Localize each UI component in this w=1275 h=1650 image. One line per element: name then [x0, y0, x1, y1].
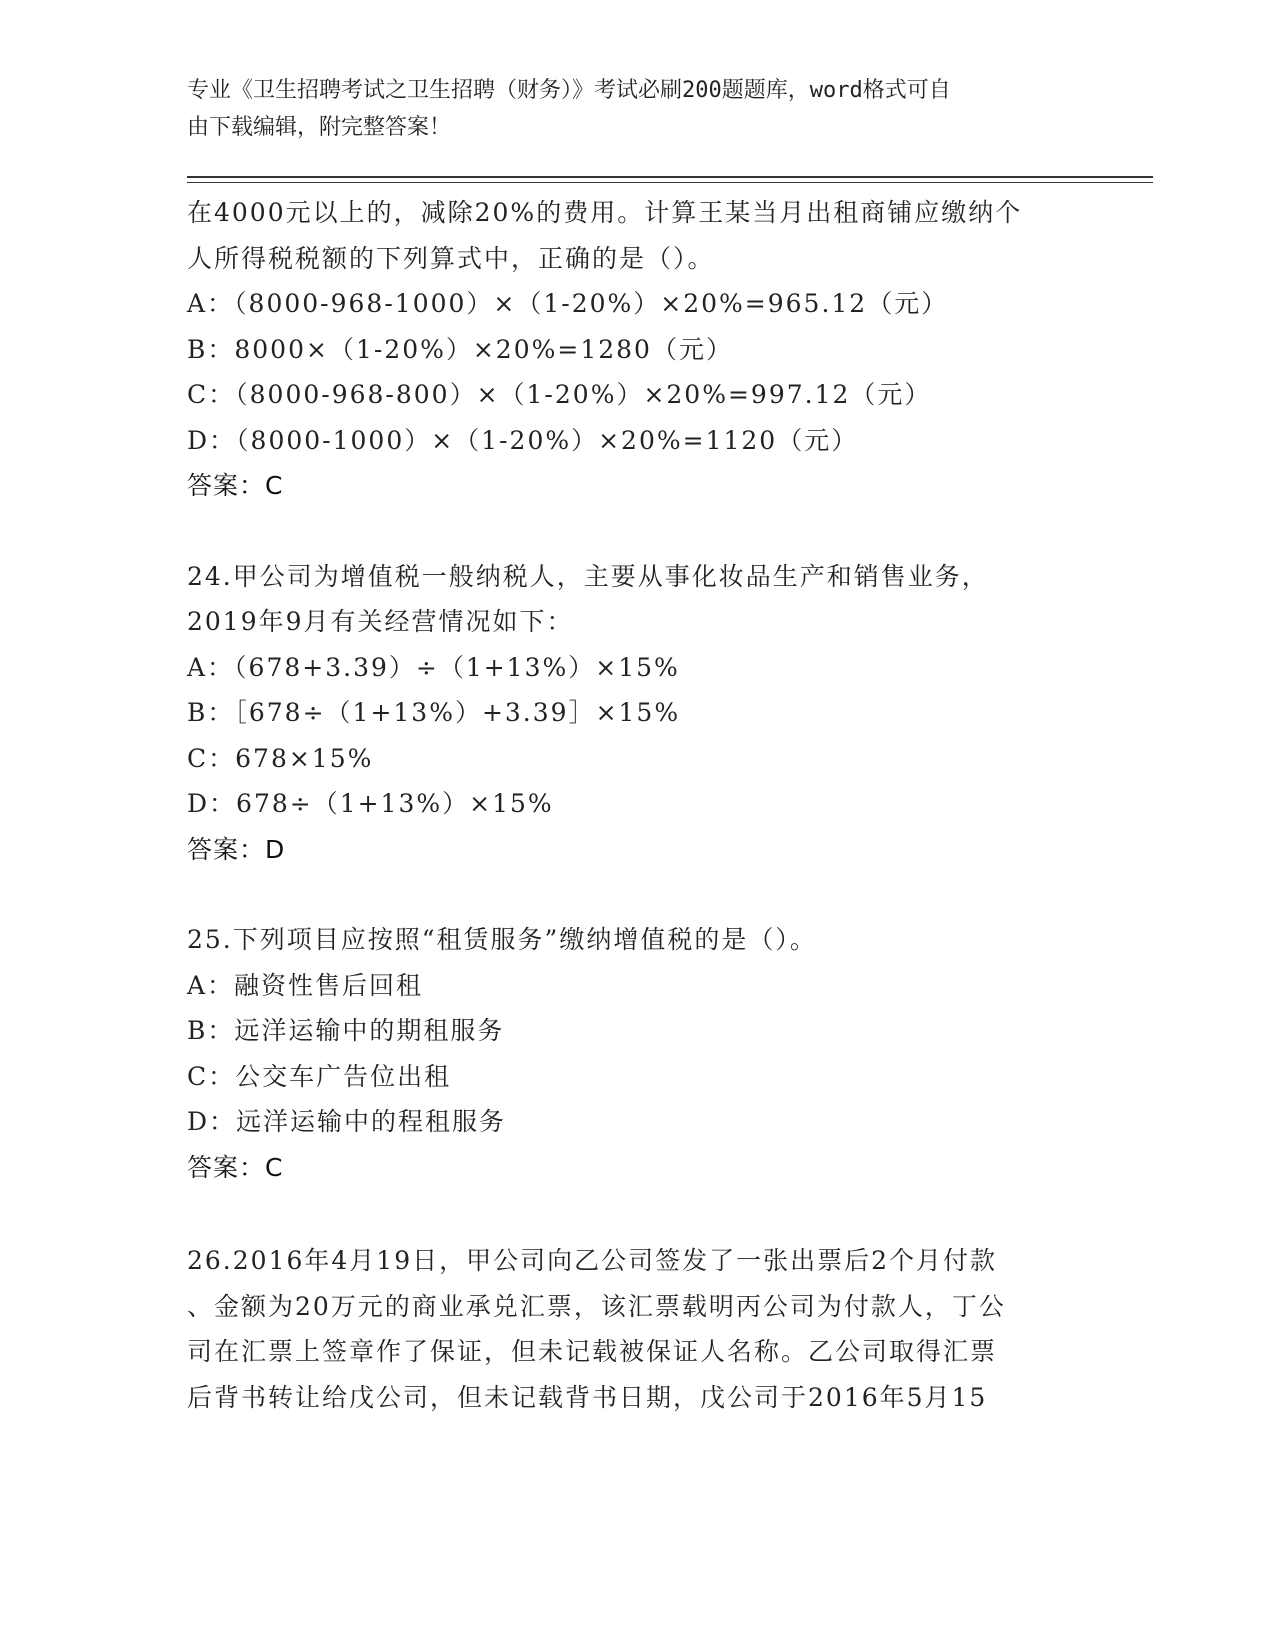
header-divider-thick — [187, 176, 1153, 178]
answer-label: 答案：C — [187, 1152, 284, 1182]
header-line-2: 由下载编辑，附完整答案！ — [187, 115, 452, 140]
option-d: D：678÷（1+13%）×15% — [187, 789, 554, 818]
answer-label: 答案：C — [187, 471, 284, 500]
question-stem: 后背书转让给戊公司，但未记载背书日期，戊公司于2016年5月15 — [187, 1382, 988, 1412]
option-c: C：678×15% — [187, 743, 374, 773]
question-stem: 26.2016年4月19日，甲公司向乙公司签发了一张出票后2个月付款 — [187, 1246, 998, 1275]
option-d: D：（8000-1000）×（1-20%）×20%=1120（元） — [187, 425, 859, 455]
answer-label: 答案：D — [187, 834, 286, 864]
option-c: C：公交车广告位出租 — [187, 1061, 452, 1091]
option-b: B：［678÷（1+13%）+3.39］×15% — [187, 698, 681, 727]
question-stem: 、金额为20万元的商业承兑汇票，该汇票载明丙公司为付款人，丁公 — [187, 1291, 1006, 1321]
question-stem: 25.下列项目应按照“租赁服务”缴纳增值税的是（）。 — [187, 925, 817, 954]
option-a: A：融资性售后回租 — [187, 970, 424, 1000]
question-23 — [187, 190, 1067, 509]
question-stem: 司在汇票上签章作了保证，但未记载被保证人名称。乙公司取得汇票 — [187, 1337, 998, 1366]
document-header — [187, 72, 1067, 146]
question-stem: 2019年9月有关经营情况如下： — [187, 607, 574, 636]
option-d: D：远洋运输中的程租服务 — [187, 1107, 507, 1136]
option-b: B：远洋运输中的期租服务 — [187, 1016, 505, 1045]
question-26 — [187, 1238, 1067, 1420]
header-line-1: 专业《卫生招聘考试之卫生招聘（财务）》考试必刷200题题库，word格式可自 — [187, 78, 951, 103]
option-c: C：（8000-968-800）×（1-20%）×20%=997.12（元） — [187, 380, 932, 409]
option-b: B：8000×（1-20%）×20%=1280（元） — [187, 334, 733, 364]
question-stem: 在4000元以上的，减除20%的费用。计算王某当月出租商铺应缴纳个 — [187, 198, 1023, 227]
question-25 — [187, 917, 1067, 1190]
option-a: A：（8000-968-1000）×（1-20%）×20%=965.12（元） — [187, 289, 949, 318]
question-stem: 人所得税税额的下列算式中，正确的是（）。 — [187, 243, 715, 273]
header-divider-thin — [187, 182, 1153, 183]
question-stem: 24.甲公司为增值税一般纳税人，主要从事化妆品生产和销售业务， — [187, 561, 989, 591]
question-list — [187, 190, 1067, 1420]
option-a: A：（678+3.39）÷（1+13%）×15% — [187, 652, 680, 682]
question-24 — [187, 554, 1067, 873]
